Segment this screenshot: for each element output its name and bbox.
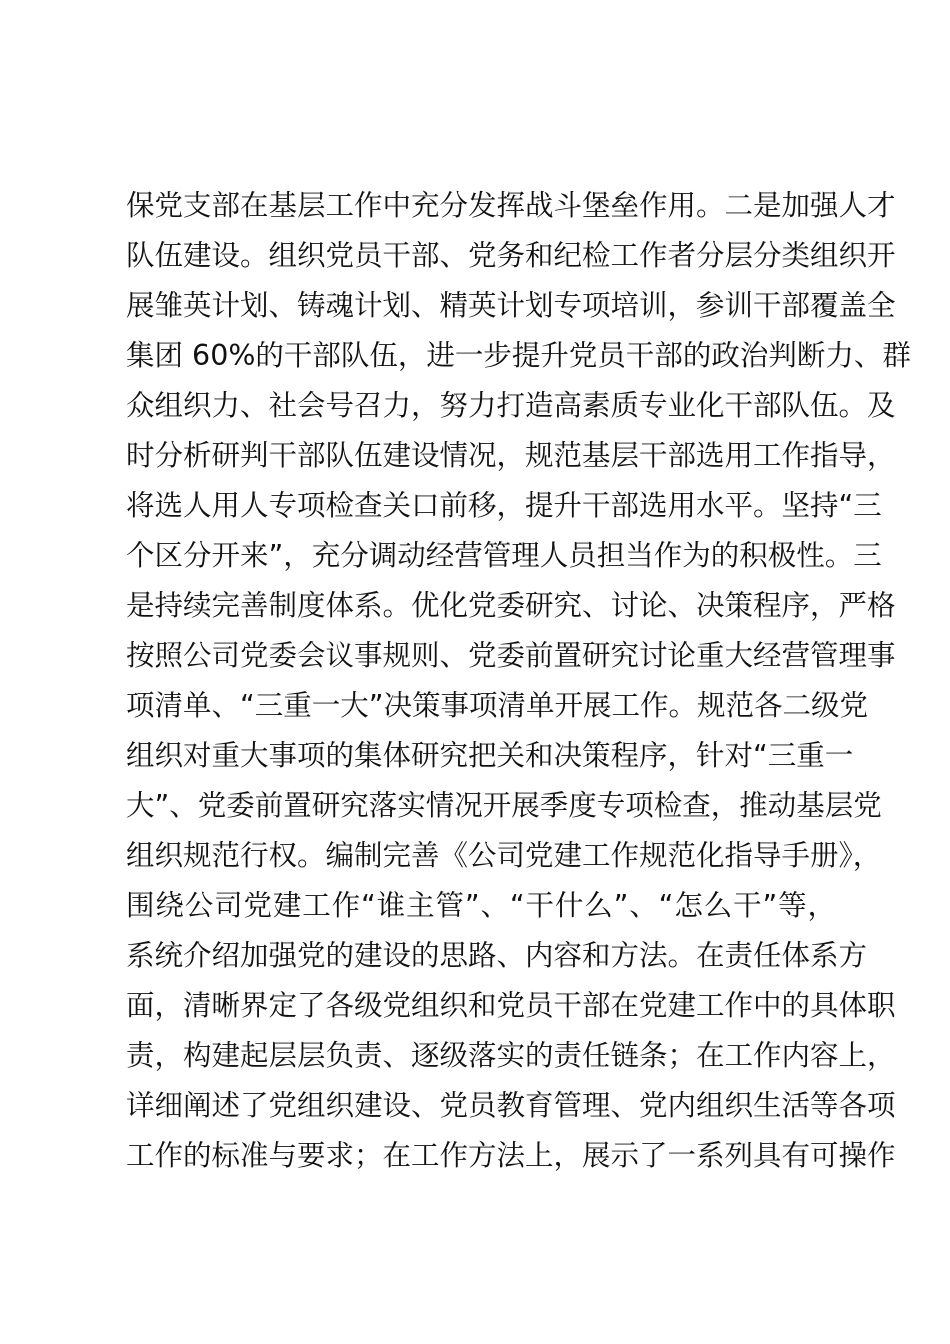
text-line: 将选人用人专项检查关口前移，提升干部选用水平。坚持“三	[126, 489, 882, 522]
text-line: 是持续完善制度体系。优化党委研究、讨论、决策程序，严格	[126, 589, 896, 622]
text-line: 责，构建起层层负责、逐级落实的责任链条；在工作内容上，	[126, 1039, 896, 1072]
text-line: 集团 60%的干部队伍，进一步提升党员干部的政治判断力、群	[126, 339, 911, 372]
text-line: 按照公司党委会议事规则、党委前置研究讨论重大经营管理事	[126, 639, 896, 672]
text-line: 展雏英计划、铸魂计划、精英计划专项培训，参训干部覆盖全	[126, 289, 896, 322]
text-line: 组织规范行权。编制完善《公司党建工作规范化指导手册》，	[126, 839, 882, 872]
body-paragraph	[126, 181, 911, 1181]
text-line: 详细阐述了党组织建设、党员教育管理、党内组织生活等各项	[126, 1089, 896, 1122]
text-line: 工作的标准与要求；在工作方法上，展示了一系列具有可操作	[126, 1139, 896, 1172]
text-line: 大”、党委前置研究落实情况开展季度专项检查，推动基层党	[126, 789, 882, 822]
text-line: 围绕公司党建工作“谁主管”、“干什么”、“怎么干”等，	[126, 889, 836, 922]
text-line: 面，清晰界定了各级党组织和党员干部在党建工作中的具体职	[126, 989, 896, 1022]
text-line: 项清单、“三重一大”决策事项清单开展工作。规范各二级党	[126, 689, 869, 722]
text-line: 系统介绍加强党的建设的思路、内容和方法。在责任体系方	[126, 939, 868, 972]
text-line: 保党支部在基层工作中充分发挥战斗堡垒作用。二是加强人才	[126, 189, 896, 222]
text-line: 众组织力、社会号召力，努力打造高素质专业化干部队伍。及	[126, 389, 896, 422]
text-line: 个区分开来”，充分调动经营管理人员担当作为的积极性。三	[126, 539, 882, 572]
text-line: 时分析研判干部队伍建设情况，规范基层干部选用工作指导，	[126, 439, 896, 472]
text-line: 队伍建设。组织党员干部、党务和纪检工作者分层分类组织开	[126, 239, 896, 272]
text-line: 组织对重大事项的集体研究把关和决策程序，针对“三重一	[126, 739, 854, 772]
